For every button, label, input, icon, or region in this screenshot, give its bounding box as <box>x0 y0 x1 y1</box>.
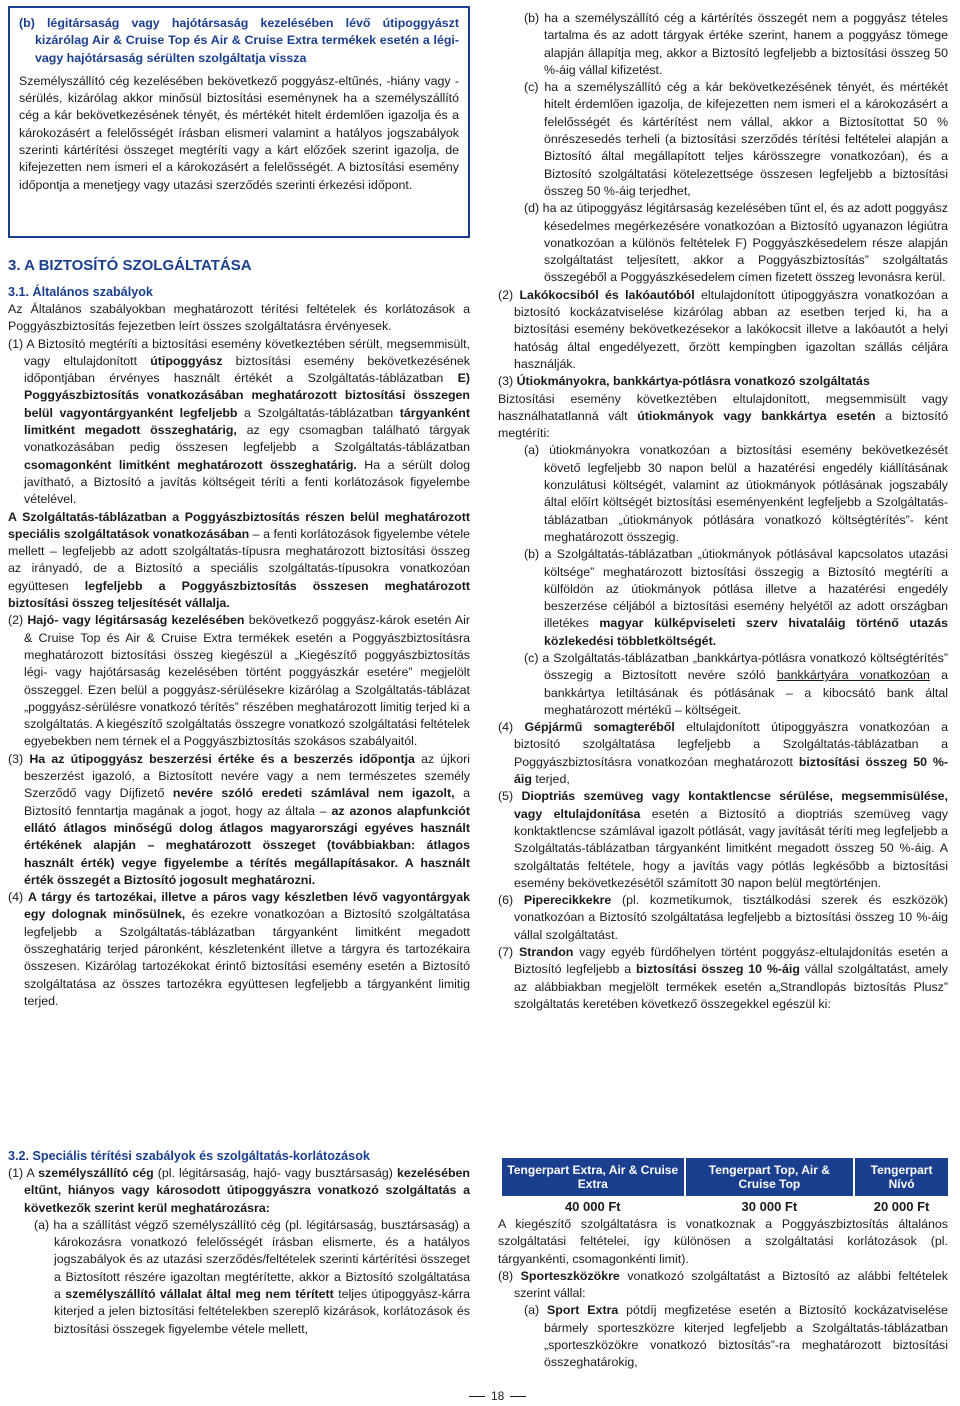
r4-text: (4) <box>498 720 525 735</box>
r3-text: a biztosító megtéríti: <box>498 408 948 441</box>
r8a-bold: Sport Extra <box>547 1303 619 1318</box>
r5-text: esetén a Biztosító a dioptriás szemüveg vagy konktaktlencse számlával igazolt pótlását, vagy javítását téríti meg legfeljebb a Szolgáltatás-táblázatban tárgyanként limitként megadott összeg 50 %-áig. A szolgáltatás feltétele, hogy a javítás vagy pótlás legkésőbb a biztosítási esemény bekövetkezésétől számított 30 napon belül megtörténjen. <box>514 806 949 890</box>
s1-text: (pl. légitársaság, hajó- vagy busztársaság) <box>153 1166 397 1180</box>
table-header: Tengerpart Extra, Air & Cruise Extra <box>502 1158 685 1196</box>
rule-3a: (a) útiokmányokra vonatkozóan a biztosítási esemény bekövetkezését követő legfeljebb 30 napon belül a hazatérési engedély kiállításának konzulátusi költségét, valamint az útiokmányok pótlásának jogszabály által előírt költségét biztosítási eseményenként legfeljebb a Szolgáltatás-táblázatban „útiokmányok pótlására vonatkozó költségtérítés”- ként meghatározott összegig. <box>524 443 948 544</box>
r5-text: (5) <box>498 789 522 804</box>
r4-bold: biztosítási összeg 50 %-áig <box>514 754 948 787</box>
p2-bold: Hajó- vagy légitársaság kezelésében <box>27 613 245 628</box>
section-3 <box>8 256 470 1010</box>
section-3-2 <box>8 1148 470 1338</box>
rule-5 <box>498 788 948 892</box>
p3-text: (3) <box>8 751 30 766</box>
r7-bold: Strandon <box>518 945 574 960</box>
p1-text: a Szolgáltatás-táblázatban <box>237 405 400 420</box>
special-rule-1 <box>8 1165 470 1217</box>
beach-theft-table <box>502 1158 950 1217</box>
r2-bold: Lakókocsiból és lakóautóból <box>519 287 695 302</box>
special-bold: legfeljebb a Poggyászbiztosítás összesen meghatározott biztosítási összeg teljesítését vállalja. <box>8 578 470 611</box>
p2-text: (2) <box>8 613 28 628</box>
p3-text: az újkori beszerzést igazoló, a Biztosított nevére vagy a nem természetes személy Szerződő vagy Díjfizető <box>24 751 470 801</box>
box-heading: (b) légitársaság vagy hajótársaság kezelésében lévő útipoggyászt kizárólag Air & Cruise Top és Air & Cruise Extra termékek esetén a légi- vagy hajótársaság sérülten szolgáltatja vissza <box>19 16 459 65</box>
rule-6 <box>498 892 948 944</box>
highlight-box <box>8 6 470 238</box>
r3c-text: a bankkártya letiltásának és pótlásának – a kibocsátó bank által meghatározott mértékű – költségeit. <box>544 668 948 717</box>
rule-1b: (b) ha a személyszállító cég a kártérítés összegét nem a poggyász tételes tartalma és az adott tárgyak értéke szerint, hanem a poggyász tömege alapján állapítja meg, akkor a Biztosító legfeljebb a biztosítási összeg 50 %-áig vállal kifizetést. <box>524 11 948 77</box>
r8a-text: pótdíj megfizetése esetén a Biztosító kockázatviselése bármely sporteszközre kiterjed legfeljebb a Szolgáltatás-táblázatban „sporteszközökre vonatkozó biztosítás”-ra meghatározott biztosítási összeghatárokig, <box>544 1303 948 1370</box>
r3-bold: útiokmányok vagy bankkártya esetén <box>637 408 876 423</box>
r7-bold: biztosítási összeg 10 %-áig <box>635 962 800 977</box>
table-header: Tengerpart Nívó <box>854 1158 949 1196</box>
r6-bold: Piperecikkekre <box>523 893 612 908</box>
r3-text: (3) <box>498 374 517 389</box>
table-header-row <box>502 1158 949 1196</box>
r3c-text: (c) a Szolgáltatás-táblázatban „bankkártya-pótlásra vonatkozó költségtérítés” összegig a Biztosított nevére szóló <box>524 650 948 683</box>
r5-bold: Dioptriás szemüveg vagy kontaktlencse sérülése, megsemmisülése, vagy eltulajdonítása <box>514 789 948 821</box>
table-header: Tengerpart Top, Air & Cruise Top <box>685 1158 855 1196</box>
general-rules: Az Általános szabályokban meghatározott térítési feltételek és korlátozások a Poggyászbiztosítás fejezetben leírt összes szolgáltatásra érvényesek. <box>8 302 470 334</box>
r3c-underline: bankkártyára vonatkozóan <box>776 668 930 683</box>
r6-text: (pl. kozmetikumok, tisztálkodási szerek és eszközök) vonatkozóan a Biztosító szolgáltatása legfeljebb a biztosítási összeg 10 %-áig vállal szolgáltatást. <box>514 893 948 942</box>
p3-bold: az azonos alapfunkciót ellátó átlagos minőségű dolog átlagos magyarországi egyéves használt értékének alapján – meghatározott összeget (továbbiakban: átlagos használt érték) vegye figyelembe a térítés megállapításakor. A használt érték összegét a Biztosító jogosult meghatározni. <box>24 803 470 887</box>
r8-text: (8) <box>498 1268 521 1283</box>
r3-text: Biztosítási esemény következtében eltulajdonított, megsemmisült vagy használhatatlanná vált <box>498 391 948 423</box>
p1-bold: útipoggyász <box>150 353 223 368</box>
subsection-title-2: 3.2. Speciális térítési szabályok és szolgáltatás-korlátozások <box>8 1149 370 1163</box>
r7-text: vagy egyéb fürdőhelyen történt poggyász-eltulajdonítás esetén a Biztosító legfeljebb a <box>514 945 948 977</box>
r8a-text: (a) <box>524 1303 548 1318</box>
special-services <box>8 509 470 613</box>
p3-bold: nevére szóló eredeti számlával nem igazolt, <box>172 786 455 801</box>
s1-bold: személyszállító cég <box>38 1166 154 1180</box>
p1-text: biztosítási esemény bekövetkezésének időpontjában érvényes használt értékét a Szolgáltatás-táblázatban <box>24 353 470 386</box>
special-bold: A Szolgáltatás-táblázatban a Poggyászbiztosítás részen belül meghatározott speciális szolgáltatások vonatkozásában <box>8 509 470 541</box>
r8-text: vonatkozó szolgáltatást a Biztosító az alábbi feltételek szerint vállal: <box>514 1268 948 1301</box>
right-bottom <box>498 1216 948 1372</box>
rule-4 <box>498 719 948 788</box>
rule-3b <box>498 546 948 650</box>
rule-1c: (c) ha a személyszállító cég a kár bekövetkezésének tényét, és mértékét hitelt érdemlően igazolja, de kifejezetten nem ismeri el a károkozásért a felelősségét és kártérítést nem vállal, akkor a Biztosítottat 50 % önrészesedés terheli (a biztosítási szerződés térítési feltételei alapján a Biztosító által megállapított teljes kárösszegre vonatkozóan), és a Biztosító szolgáltatási kötelezettsége összesen legfeljebb a biztosítási összeg 50 %-áig terjedhet, <box>524 80 948 198</box>
r6-text: (6) <box>498 893 524 908</box>
p3-bold: Ha az útipoggyász beszerzési értéke és a beszerzés időpontja <box>29 751 415 766</box>
r8-bold: Sporteszközökre <box>520 1268 620 1283</box>
rule-8 <box>498 1268 948 1303</box>
r4-text: eltulajdonított útipoggyászra vonatkozóan a biztosító szolgáltatása legfeljebb a Szolgáltatás-táblázatban a Poggyászbiztosításra vonatkozóan meghatározott <box>514 720 949 769</box>
r2-text: eltulajdonított útipoggyászra vonatkozóan a biztosító kockázatviselése kizárólag abban az esetben terjed ki, ha a biztosítási esemény bekövetkezésekor a lakókocsit illetve a lakóautót a helyi hatóság által engedélyezett, őrzött kempingben igazoltan szállás céljára használják. <box>514 287 948 371</box>
p3-text: a Biztosító fenntartja magának a jogot, hogy az általa – <box>24 786 470 818</box>
p2-text: bekövetkező poggyász-károk esetén Air & Cruise Top és Air & Cruise Extra termékek esetén a Poggyászbiztosításra meghatározott biztosítási összeg kiegészül a „Kiegészítő poggyászbiztosítás légi- vagy hajótársaság kezelésében történt poggyászkár esetére” megjelölt összeggel. Ezen belül a poggyász-sérülésekre kizárólag a Szolgáltatás-táblázat „poggyász-sérülésre vonatkozó térítés” részében meghatározott limitig terjed ki a szolgáltatás. A kiegészítő szolgáltatás összegre vonatkozó szolgáltatási feltételek egyebekben nem térnek el a Poggyászbiztosítás szokásos szabályaitól. <box>24 613 470 749</box>
p1-text: Ha a sérült dolog javítható, a Biztosító a javítás költségeit téríti a fenti korlátozások figyelembe vételével. <box>24 457 470 507</box>
p4-text: (4) <box>8 890 28 905</box>
box-text: Személyszállító cég kezelésében bekövetkező poggyász-eltűnés, -hiány vagy -sérülés, kizárólag akkor minősül biztosítási eseménynek ha a személyszállító cég a kár bekövetkezésének tényét, és mértékét hitelt érdemlően igazolja és a károkozásért a felelősségét írásban elismeri valamint a hatályos jogszabályok szerinti kártérítési összeget megtéríti vagy a kárt előzőek szerint igazolja, de kifejezetten nem ismeri el a károkozásért a felelősségét. A biztosítási esemény időpontja a menetjegy vagy utazási szerződés szerinti érkezési időpont. <box>19 73 459 192</box>
s1-text: (1) A <box>8 1166 39 1180</box>
after-table-text: A kiegészítő szolgáltatásra is vonatkoznak a Poggyászbiztosítás általános szolgáltatási feltételei, így különösen a szolgáltatási korlátozások (pl. tárgyankénti, csomagonkénti limit). <box>498 1217 948 1266</box>
r7-text: (7) <box>498 945 519 960</box>
p1-bold: csomagonként limitként meghatározott összeghatárig. <box>24 457 357 472</box>
p1-text: (1) A Biztosító megtéríti a biztosítási esemény következtében sérült, megsemmisült, vagy eltulajdonított <box>8 336 470 368</box>
table-cell: 20 000 Ft <box>854 1196 949 1217</box>
s1-bold: kezelésében eltűnt, hiányos vagy károsodott útipoggyászra vonatkozó szolgáltatás a következők szerint kerül meghatározásra: <box>24 1166 470 1215</box>
rule-1d: (d) ha az útipoggyász légitársaság kezelésében tűnt el, és az adott poggyász késedelmes megérkezésére vonatkozóan a Biztosító ugyanazon légiútra vonatkozóan a különös feltételek F) Poggyászkésedelem része alapján szolgáltatást teljesített, akkor a Poggyászbiztosítás” szolgáltatás összegéből a Poggyászkésedelem címen fizetett összeg levonásra kerül. <box>524 201 948 285</box>
subsection-title: 3.1. Általános szabályok <box>8 285 153 299</box>
r3-bold: Útiokmányokra, bankkártya-pótlásra vonatkozó szolgáltatás <box>516 374 870 389</box>
s1a-text: teljes útipoggyász-kárra kiterjed a jelen biztosítási feltételekben szereplő kizárások, korlátozások és biztosítási összegek figyelembe vétele mellett, <box>54 1287 471 1336</box>
table-row <box>502 1196 949 1217</box>
rule-3 <box>498 373 948 390</box>
paragraph-1 <box>8 336 470 509</box>
p4-text: és ezekre vonatkozóan a Biztosító szolgáltatása legfeljebb a Szolgáltatás-táblázatban tárgyanként limitként megadott összeghatárig terjed páronként, készletenként illetve a tárgyra és tartozékaira összesen. Kizárólag tartozékokat érintő biztosítási esemény esetén a Biztosító szolgáltatása az összes tartozékra együttesen legfeljebb a tárgyanként limitig terjed. <box>24 907 470 1008</box>
r2-text: (2) <box>498 287 520 302</box>
page-number: 18 <box>463 1389 532 1403</box>
r3b-text: (b) a Szolgáltatás-táblázatban „útiokmányok pótlásával kapcsolatos utazási költsége” meghatározott biztosítási összegig a Biztosító megtéríti a külföldön az útiokmányok pótlása illetve a hazatérési engedély beszerzése céljából a biztosítási esemény helyétől az adott országban illetékes <box>524 547 948 631</box>
special-text: – a fenti korlátozások figyelembe vétele mellett – legfeljebb az adott szolgáltatás-típusra meghatározott biztosítási összeg az irányadó, de a Biztosító a speciális szolgáltatás-típusokra vonatkozóan együttesen <box>8 526 470 593</box>
rule-2 <box>498 287 948 373</box>
section-title: 3. A BIZTOSÍTÓ SZOLGÁLTATÁSA <box>8 257 252 274</box>
rule-3-intro <box>498 391 948 443</box>
rule-8a <box>498 1302 948 1371</box>
r3b-bold: magyar külképviseleti szerv hivataláig történő utazás közlekedési többletköltségét. <box>544 616 948 648</box>
r4-bold: Gépjármű somagteréből <box>524 720 675 735</box>
p1-bold: E) Poggyászbiztosítás vonatkozásában meghatározott biztosítási összegen belül vagyontárgyanként legfeljebb <box>24 371 470 420</box>
paragraph-2 <box>8 612 470 750</box>
s1a-text: (a) ha a szállítást végző személyszállító cég (pl. légitársaság, busztársaság) a károkozásra vonatkozó felelősségét írásban elismerte, és a hatályos jogszabályok és az utazási szerződés/feltételek szerinti kártérítési összeget a Biztosított részére igazoltan megtérítette, akkor a Biztosító szolgáltatása a <box>34 1217 470 1302</box>
rule-3c <box>498 650 948 719</box>
paragraph-3 <box>8 751 470 889</box>
special-rule-1a <box>8 1217 470 1338</box>
r4-text: terjed, <box>531 772 570 787</box>
paragraph-4 <box>8 889 470 1010</box>
rule-7 <box>498 944 948 1013</box>
s1a-bold: személyszállító vállalat által meg nem térített <box>65 1287 334 1302</box>
p1-bold: tárgyanként limitként megadott összeghatárig, <box>24 405 470 438</box>
r7-text: vállal szolgáltatást, amely az alábbiakban megjelölt termékek esetén a„Strandlopás biztosítás Plusz” szolgáltatás keretében következő összegekkel egészül ki: <box>514 962 948 1011</box>
table-cell: 40 000 Ft <box>502 1196 685 1217</box>
p4-bold: A tárgy és tartozékai, illetve a páros vagy készletben lévő vagyontárgyak egy dolognak minősülnek, <box>24 890 470 922</box>
table-cell: 30 000 Ft <box>685 1196 855 1217</box>
p1-text: az egy csomagban található tárgyak vonatkozásában pedig összesen legfeljebb a Szolgáltatás-táblázatban <box>24 423 470 455</box>
right-top <box>498 10 948 1013</box>
